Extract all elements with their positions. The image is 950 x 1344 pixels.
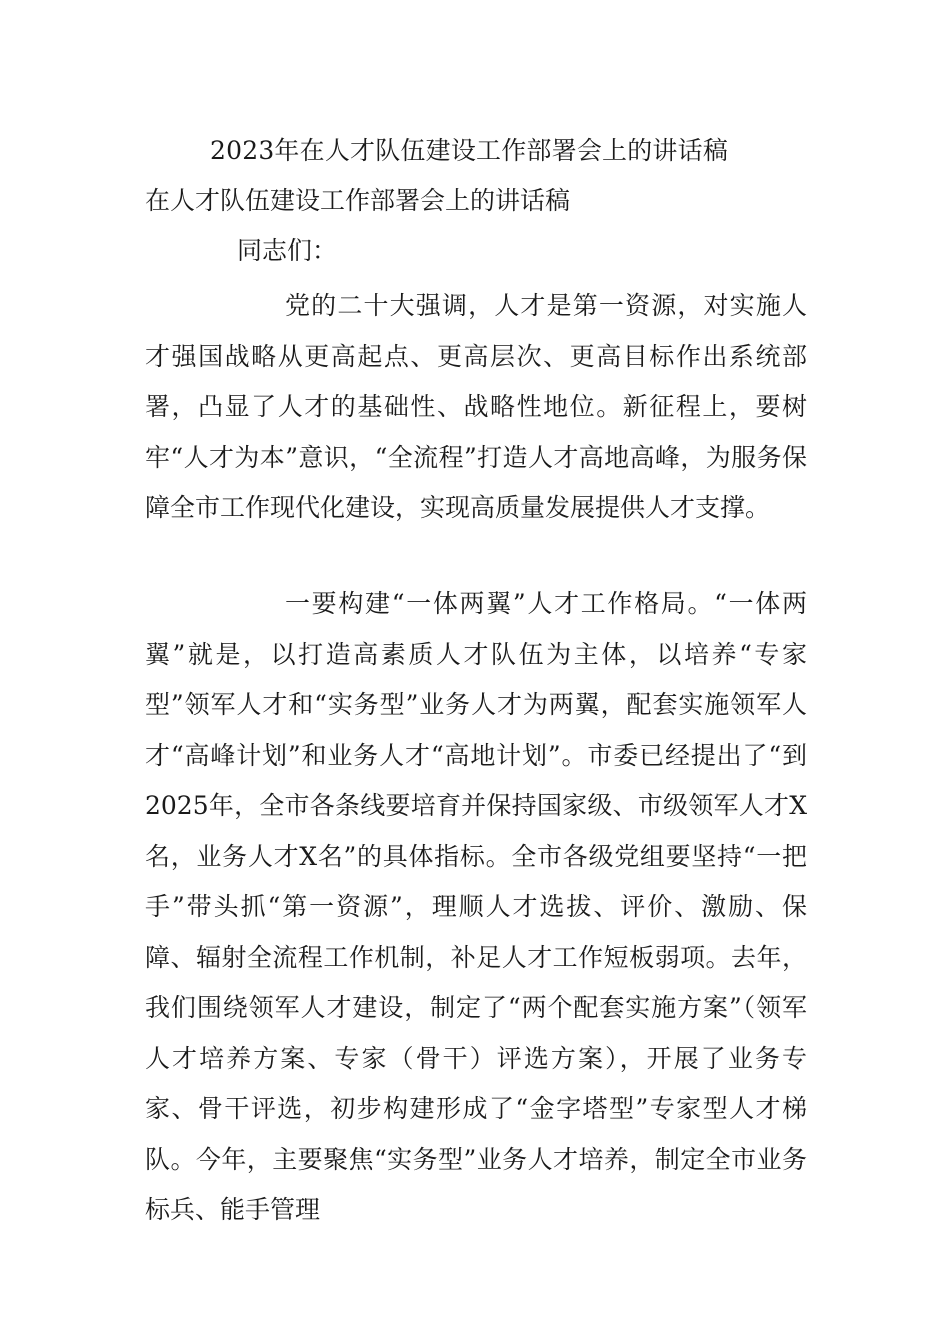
document-title: 2023年在人才队伍建设工作部署会上的讲话稿 — [210, 136, 729, 165]
salutation: 同志们： — [237, 236, 338, 265]
body-paragraph: 党的二十大强调，人才是第一资源，对实施人才强国战略从更高起点、更高层次、更高目标作出系统部署，凸显了人才的基础性、战略性地位。新征程上，要树牢“人才为本”意识，“全流程”打造人才高地高峰，为服务保障全市工作现代化建设，实现高质量发展提供人才支撑。 — [145, 291, 807, 522]
document-subtitle: 在人才队伍建设工作部署会上的讲话稿 — [145, 186, 571, 215]
body-paragraph: 一要构建“一体两翼”人才工作格局。“一体两翼”就是，以打造高素质人才队伍为主体，以培养“专家型”领军人才和“实务型”业务人才为两翼，配套实施领军人才“高峰计划”和业务人才“高地计划”。市委已经提出了“到2025年，全市各条线要培育并保持国家级、市级领军人才X名，业务人才X名”的具体指标。全市各级党组要坚持“一把手”带头抓“第一资源”，理顺人才选拔、评价、激励、保障、辐射全流程工作机制，补足人才工作短板弱项。去年，我们围绕领军人才建设，制定了“两个配套实施方案”（领军人才培养方案、专家（骨干）评选方案），开展了业务专家、骨干评选，初步构建形成了“金字塔型”专家型人才梯队。今年，主要聚焦“实务型”业务人才培养，制定全市业务标兵、能手管理 — [145, 589, 807, 1224]
